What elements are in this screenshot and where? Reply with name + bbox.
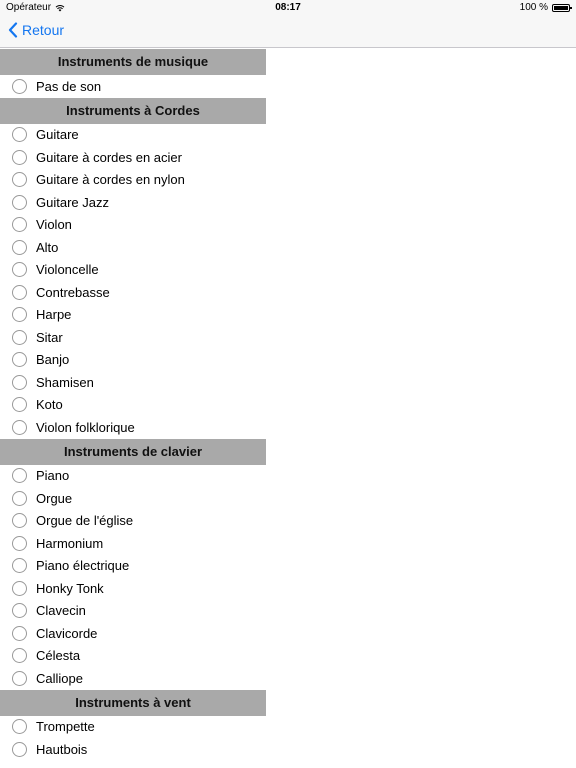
radio-button[interactable]: [12, 285, 27, 300]
list-item[interactable]: [0, 645, 266, 668]
item-label: Koto: [36, 397, 63, 413]
radio-button[interactable]: [12, 558, 27, 573]
list-item[interactable]: [0, 281, 266, 304]
radio-button[interactable]: [12, 172, 27, 187]
back-label: Retour: [22, 22, 65, 38]
radio-button[interactable]: [12, 648, 27, 663]
radio-button[interactable]: [12, 742, 27, 757]
list-item[interactable]: [0, 510, 266, 533]
list-item[interactable]: [0, 259, 266, 282]
list-item[interactable]: [0, 716, 266, 739]
item-label: Guitare Jazz: [36, 194, 109, 210]
item-label: Guitare à cordes en acier: [36, 149, 182, 165]
back-button[interactable]: [8, 22, 64, 38]
radio-button[interactable]: [12, 581, 27, 596]
item-label: Clavicorde: [36, 625, 98, 641]
list-item[interactable]: [0, 532, 266, 555]
navigation-bar: [0, 16, 576, 48]
list-item[interactable]: [0, 577, 266, 600]
radio-button[interactable]: [12, 719, 27, 734]
radio-button[interactable]: [12, 671, 27, 686]
item-label: Sitar: [36, 329, 63, 345]
radio-button[interactable]: [12, 150, 27, 165]
radio-button[interactable]: [12, 195, 27, 210]
item-label: Harmonium: [36, 535, 104, 551]
item-label: Guitare à cordes en nylon: [36, 172, 185, 188]
list-item[interactable]: [0, 416, 266, 439]
item-label: Clavecin: [36, 603, 86, 619]
status-battery: [520, 2, 570, 13]
item-label: Orgue: [36, 490, 73, 506]
carrier-label: Opérateur: [6, 2, 52, 13]
status-time: 08:17: [275, 2, 301, 13]
list-item[interactable]: [0, 349, 266, 372]
item-label: Guitare: [36, 127, 79, 143]
radio-button[interactable]: [12, 79, 27, 94]
item-label: Hautbois: [36, 741, 88, 757]
item-label: Banjo: [36, 352, 70, 368]
radio-button[interactable]: [12, 468, 27, 483]
radio-button[interactable]: [12, 536, 27, 551]
item-label: Contrebasse: [36, 284, 110, 300]
instrument-list: [0, 49, 266, 761]
list-item[interactable]: [0, 304, 266, 327]
item-label: Orgue de l'église: [36, 513, 134, 529]
list-item[interactable]: [0, 555, 266, 578]
battery-icon: [552, 4, 570, 12]
radio-button[interactable]: [12, 330, 27, 345]
item-label: Violoncelle: [36, 262, 99, 278]
radio-button[interactable]: [12, 307, 27, 322]
list-item[interactable]: [0, 124, 266, 147]
item-label: Trompette: [36, 719, 95, 735]
radio-button[interactable]: [12, 397, 27, 412]
item-label: Shamisen: [36, 374, 94, 390]
item-label: Pas de son: [36, 78, 102, 94]
list-item[interactable]: [0, 667, 266, 690]
list-item[interactable]: [0, 600, 266, 623]
section-header: Instruments à vent: [0, 690, 266, 716]
section-header: Instruments de musique: [0, 49, 266, 75]
item-label: Piano: [36, 468, 70, 484]
list-item[interactable]: [0, 738, 266, 761]
list-item[interactable]: [0, 622, 266, 645]
item-label: Célesta: [36, 648, 81, 664]
radio-button[interactable]: [12, 626, 27, 641]
radio-button[interactable]: [12, 262, 27, 277]
radio-button[interactable]: [12, 491, 27, 506]
list-item[interactable]: [0, 169, 266, 192]
radio-button[interactable]: [12, 127, 27, 142]
item-label: Alto: [36, 239, 59, 255]
list-item[interactable]: [0, 326, 266, 349]
item-label: Piano électrique: [36, 558, 130, 574]
list-item[interactable]: [0, 394, 266, 417]
list-item[interactable]: [0, 146, 266, 169]
item-label: Honky Tonk: [36, 580, 104, 596]
radio-button[interactable]: [12, 240, 27, 255]
radio-button[interactable]: [12, 375, 27, 390]
list-item[interactable]: [0, 236, 266, 259]
radio-button[interactable]: [12, 352, 27, 367]
section-header: Instruments à Cordes: [0, 98, 266, 124]
list-item[interactable]: [0, 191, 266, 214]
item-label: Harpe: [36, 307, 72, 323]
list-item[interactable]: [0, 487, 266, 510]
chevron-left-icon: [8, 22, 18, 38]
list-item[interactable]: [0, 371, 266, 394]
status-bar: [0, 0, 576, 16]
item-label: Violon: [36, 217, 72, 233]
radio-button[interactable]: [12, 420, 27, 435]
list-item[interactable]: [0, 75, 266, 98]
section-header: Instruments de clavier: [0, 439, 266, 465]
battery-percent: 100 %: [519, 2, 548, 13]
list-item[interactable]: [0, 465, 266, 488]
radio-button[interactable]: [12, 513, 27, 528]
radio-button[interactable]: [12, 603, 27, 618]
list-item[interactable]: [0, 214, 266, 237]
item-label: Violon folklorique: [36, 419, 135, 435]
radio-button[interactable]: [12, 217, 27, 232]
item-label: Calliope: [36, 670, 83, 686]
